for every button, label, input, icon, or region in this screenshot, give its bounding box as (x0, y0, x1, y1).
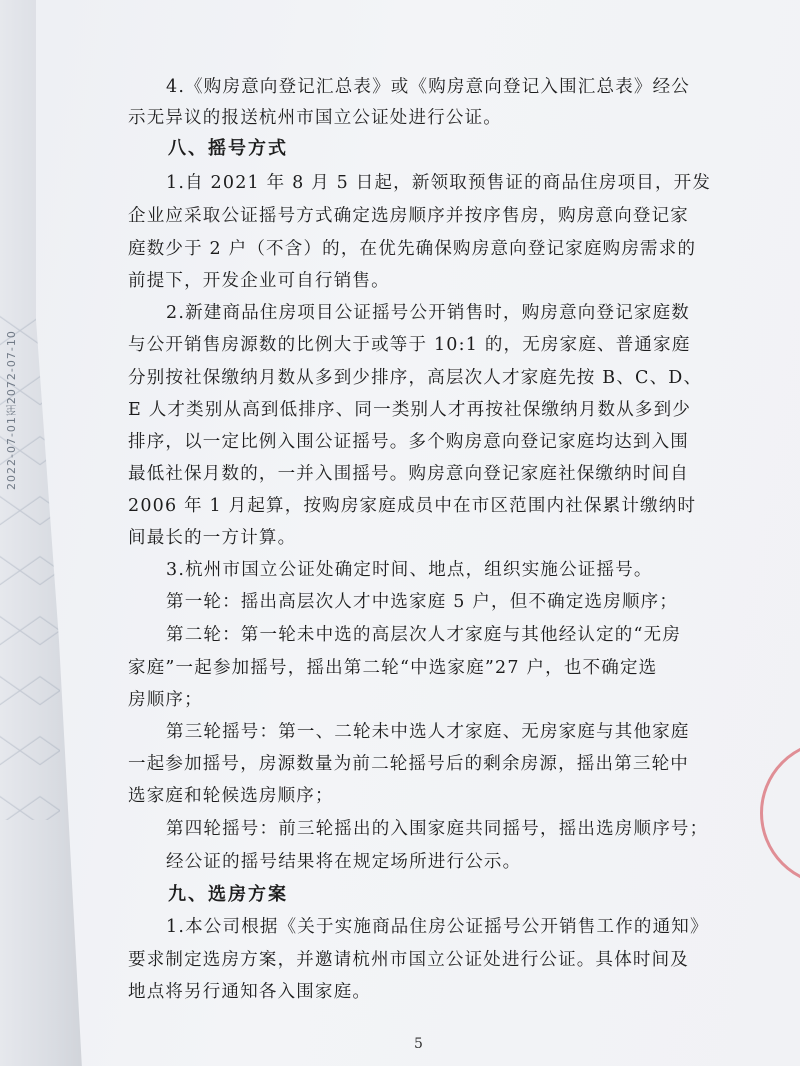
paragraph-line: 示无异议的报送杭州市国立公证处进行公证。 (128, 108, 502, 128)
paragraph-line: 经公证的摇号结果将在规定场所进行公示。 (166, 852, 522, 872)
paragraph-line: 1.自 2021 年 8 月 5 日起，新领取预售证的商品住房项目，开发 (166, 173, 712, 193)
page-number: 5 (414, 1036, 423, 1052)
paragraph-line: 前提下，开发企业可自行销售。 (128, 271, 390, 291)
paragraph-line: 最低社保月数的，一并入围摇号。购房意向登记家庭社保缴纳时间自 (128, 464, 689, 484)
paragraph-line: 企业应采取公证摇号方式确定选房顺序并按序售房，购房意向登记家 (128, 206, 689, 226)
section-heading: 八、摇号方式 (168, 138, 288, 159)
paragraph-line: E 人才类别从高到低排序、同一类别人才再按社保缴纳月数从多到少 (128, 400, 692, 420)
paragraph-line: 庭数少于 2 户（不含）的，在优先确保购房意向登记家庭购房需求的 (128, 239, 697, 259)
paragraph-line: 排序，以一定比例入围公证摇号。多个购房意向登记家庭均达到入围 (128, 432, 689, 452)
paragraph-line: 与公开销售房源数的比例大于或等于 10:1 的，无房家庭、普通家庭 (128, 335, 691, 355)
paragraph-line: 第四轮摇号：前三轮摇出的入围家庭共同摇号，摇出选房顺序号； (166, 819, 709, 839)
paragraph-line: 第三轮摇号：第一、二轮未中选人才家庭、无房家庭与其他家庭 (166, 722, 690, 742)
paragraph-line: 2006 年 1 月起算，按购房家庭成员中在市区范围内社保累计缴纳时 (128, 496, 697, 516)
paragraph-line: 一起参加摇号，房源数量为前二轮摇号后的剩余房源，摇出第三轮中 (128, 754, 689, 774)
paragraph-line: 地点将另行通知各入围家庭。 (128, 982, 372, 1002)
paragraph-line: 分别按社保缴纳月数从多到少排序，高层次人才家庭先按 B、C、D、 (128, 368, 703, 388)
paragraph-line: 房顺序； (128, 690, 203, 710)
paragraph-line: 选家庭和轮候选房顺序； (128, 786, 334, 806)
paragraph-line: 第一轮：摇出高层次人才中选家庭 5 户，但不确定选房顺序； (166, 592, 679, 612)
side-date-text: 2022-07-01至2072-07-10 (5, 330, 18, 490)
paragraph-line: 3.杭州市国立公证处确定时间、地点，组织实施公证摇号。 (166, 560, 653, 580)
paragraph-line: 4.《购房意向登记汇总表》或《购房意向登记入围汇总表》经公 (166, 77, 690, 97)
paragraph-line: 1.本公司根据《关于实施商品住房公证摇号公开销售工作的通知》 (166, 917, 709, 937)
paragraph-line: 间最长的一方计算。 (128, 528, 297, 548)
paragraph-line: 2.新建商品住房项目公证摇号公开销售时，购房意向登记家庭数 (166, 303, 690, 323)
paragraph-line: 要求制定选房方案，并邀请杭州市国立公证处进行公证。具体时间及 (128, 950, 689, 970)
paragraph-line: 第二轮：第一轮未中选的高层次人才家庭与其他经认定的“无房 (166, 625, 682, 645)
section-heading: 九、选房方案 (168, 884, 288, 905)
paragraph-line: 家庭”一起参加摇号，摇出第二轮“中选家庭”27 户，也不确定选 (128, 658, 658, 678)
